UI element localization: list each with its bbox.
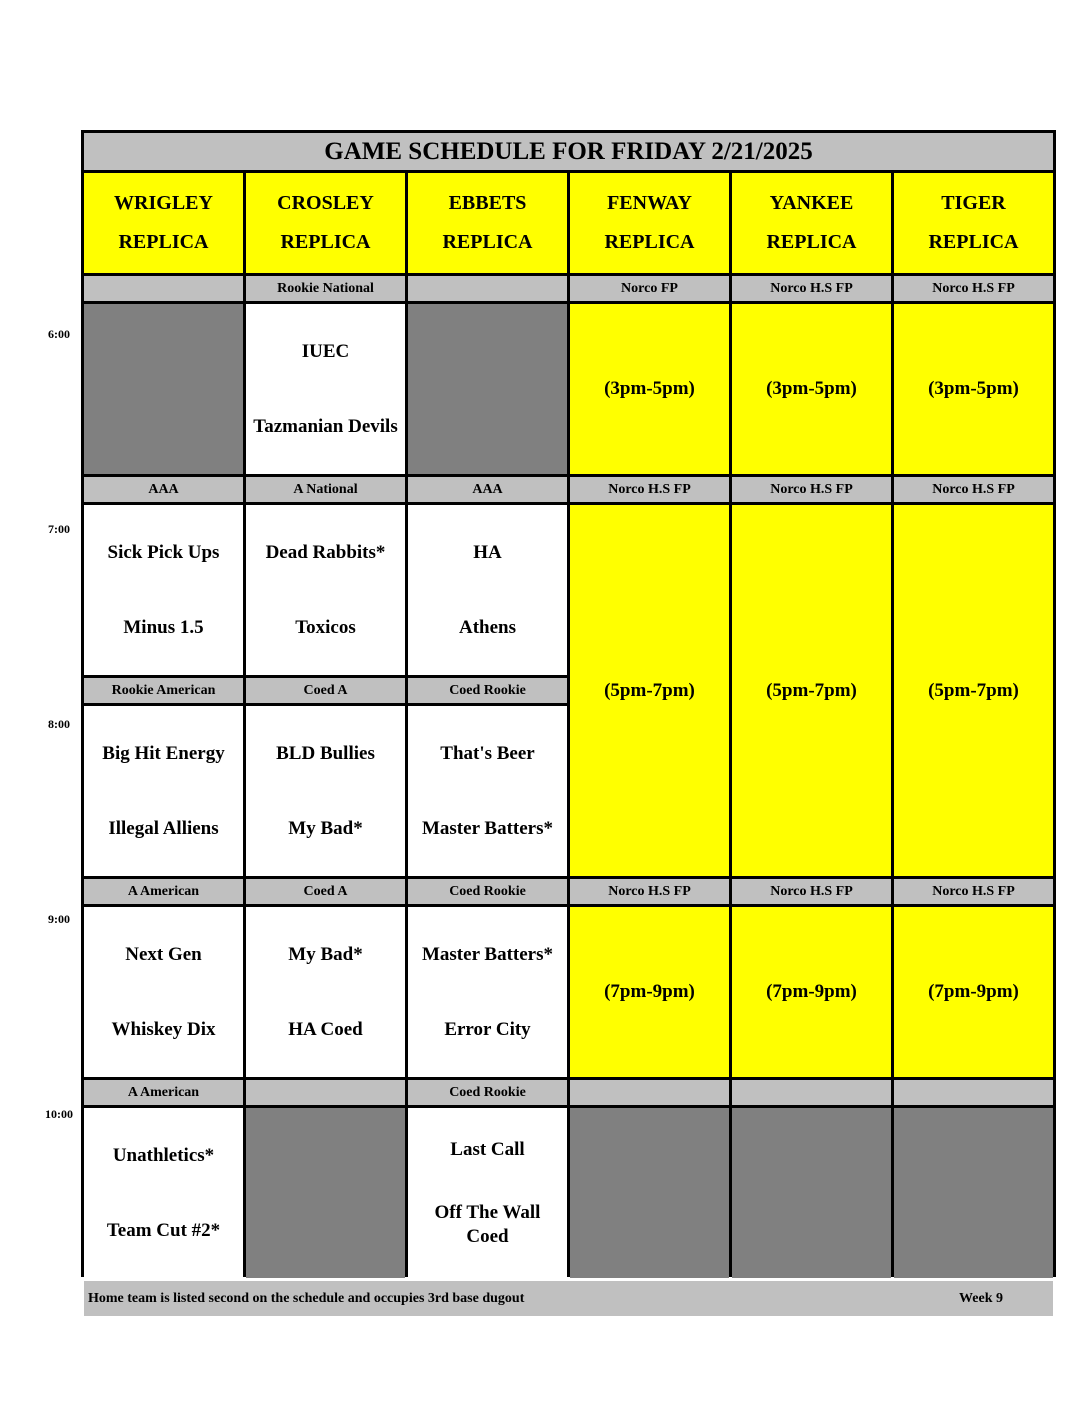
empty-slot	[408, 304, 567, 474]
game-cell	[84, 1108, 243, 1278]
field-header-fenway	[570, 173, 729, 273]
division-label: Coed Rookie	[408, 678, 567, 703]
field-sub: REPLICA	[118, 230, 209, 253]
home-team: Athens	[458, 616, 516, 638]
field-name: EBBETS	[448, 192, 527, 215]
field-sub: REPLICA	[442, 230, 533, 253]
week-label: Week 9	[959, 1290, 1003, 1306]
division-label: Norco H.S FP	[894, 276, 1053, 301]
empty-slot	[570, 1108, 729, 1278]
division-label: Norco H.S FP	[732, 477, 891, 502]
rental-block: (7pm-9pm)	[570, 907, 729, 1077]
field-header-ebbets	[408, 173, 567, 273]
field-name: TIGER	[941, 192, 1006, 215]
division-label: Norco H.S FP	[732, 276, 891, 301]
game-cell	[246, 706, 405, 876]
field-header-yankee	[732, 173, 891, 273]
home-team: Whiskey Dix	[111, 1018, 216, 1040]
field-sub: REPLICA	[928, 230, 1019, 253]
away-team: Big Hit Energy	[102, 742, 225, 764]
division-label: Rookie American	[84, 678, 243, 703]
rental-block: (5pm-7pm)	[570, 505, 729, 876]
rental-block: (3pm-5pm)	[732, 304, 891, 474]
field-header-wrigley	[84, 173, 243, 273]
home-team: My Bad*	[288, 817, 363, 839]
time-7: 7:00	[48, 522, 70, 536]
time-6: 6:00	[48, 327, 70, 341]
away-team: Dead Rabbits*	[265, 541, 386, 563]
empty-slot	[246, 1108, 405, 1278]
rental-block: (7pm-9pm)	[732, 907, 891, 1077]
game-cell	[408, 907, 567, 1077]
away-team: Master Batters*	[421, 943, 553, 965]
empty-slot	[894, 1108, 1053, 1278]
home-team: HA Coed	[288, 1018, 363, 1040]
home-team: Team Cut #2*	[106, 1219, 221, 1241]
field-name: FENWAY	[607, 192, 692, 215]
field-sub: REPLICA	[766, 230, 857, 253]
away-team: Last Call	[450, 1138, 525, 1160]
game-cell	[84, 505, 243, 675]
rental-block: (7pm-9pm)	[894, 907, 1053, 1077]
division-label: Coed A	[246, 879, 405, 904]
empty-slot	[732, 1108, 891, 1278]
game-cell	[246, 505, 405, 675]
footer-note: Home team is listed second on the schedule and occupies 3rd base dugout	[88, 1290, 525, 1306]
game-cell	[408, 1108, 567, 1278]
division-label: Norco H.S FP	[570, 477, 729, 502]
division-label	[894, 1080, 1053, 1105]
game-cell	[84, 706, 243, 876]
away-team: Next Gen	[125, 943, 202, 965]
division-label: Norco H.S FP	[732, 879, 891, 904]
division-label: Norco H.S FP	[894, 477, 1053, 502]
division-label: A National	[246, 477, 405, 502]
home-team: Minus 1.5	[123, 616, 204, 638]
division-label	[408, 276, 567, 301]
rental-block: (3pm-5pm)	[894, 304, 1053, 474]
time-8: 8:00	[48, 717, 70, 731]
field-header-tiger	[894, 173, 1053, 273]
home-team: Illegal Alliens	[108, 817, 219, 839]
away-team: IUEC	[301, 340, 350, 362]
game-cell	[246, 907, 405, 1077]
time-10: 10:00	[45, 1107, 73, 1121]
division-label	[246, 1080, 405, 1105]
division-label	[732, 1080, 891, 1105]
field-sub: REPLICA	[604, 230, 695, 253]
field-name: YANKEE	[769, 192, 854, 215]
game-cell	[84, 907, 243, 1077]
away-team: BLD Bullies	[276, 742, 375, 764]
empty-slot	[84, 304, 243, 474]
home-team: Error City	[444, 1018, 531, 1040]
division-label: Norco H.S FP	[894, 879, 1053, 904]
field-header-crosley	[246, 173, 405, 273]
division-label	[570, 1080, 729, 1105]
rental-block: (3pm-5pm)	[570, 304, 729, 474]
rental-block: (5pm-7pm)	[894, 505, 1053, 876]
schedule-title: GAME SCHEDULE FOR FRIDAY 2/21/2025	[84, 133, 1053, 170]
game-cell	[408, 706, 567, 876]
home-team: Master Batters*	[421, 817, 553, 839]
home-team: Tazmanian Devils	[253, 415, 398, 437]
division-label	[84, 276, 243, 301]
division-label: Coed A	[246, 678, 405, 703]
rental-block: (5pm-7pm)	[732, 505, 891, 876]
away-team: Sick Pick Ups	[107, 541, 220, 563]
away-team: That's Beer	[440, 742, 535, 764]
division-label: Coed Rookie	[408, 1080, 567, 1105]
division-label: AAA	[408, 477, 567, 502]
division-label: Norco FP	[570, 276, 729, 301]
division-label: A American	[84, 879, 243, 904]
home-team: Toxicos	[295, 616, 356, 638]
home-team: Off The Wall Coed	[434, 1201, 541, 1247]
time-9: 9:00	[48, 912, 70, 926]
division-label: Rookie National	[246, 276, 405, 301]
footer	[84, 1281, 1053, 1316]
game-cell	[408, 505, 567, 675]
field-name: CROSLEY	[277, 192, 374, 215]
division-label: Norco H.S FP	[570, 879, 729, 904]
schedule-table	[81, 130, 1056, 1306]
field-name: WRIGLEY	[114, 192, 213, 215]
field-sub: REPLICA	[280, 230, 371, 253]
division-label: AAA	[84, 477, 243, 502]
game-cell	[246, 304, 405, 474]
division-label: Coed Rookie	[408, 879, 567, 904]
division-label: A American	[84, 1080, 243, 1105]
away-team: Unathletics*	[112, 1144, 215, 1166]
away-team: My Bad*	[288, 943, 363, 965]
away-team: HA	[473, 541, 502, 563]
